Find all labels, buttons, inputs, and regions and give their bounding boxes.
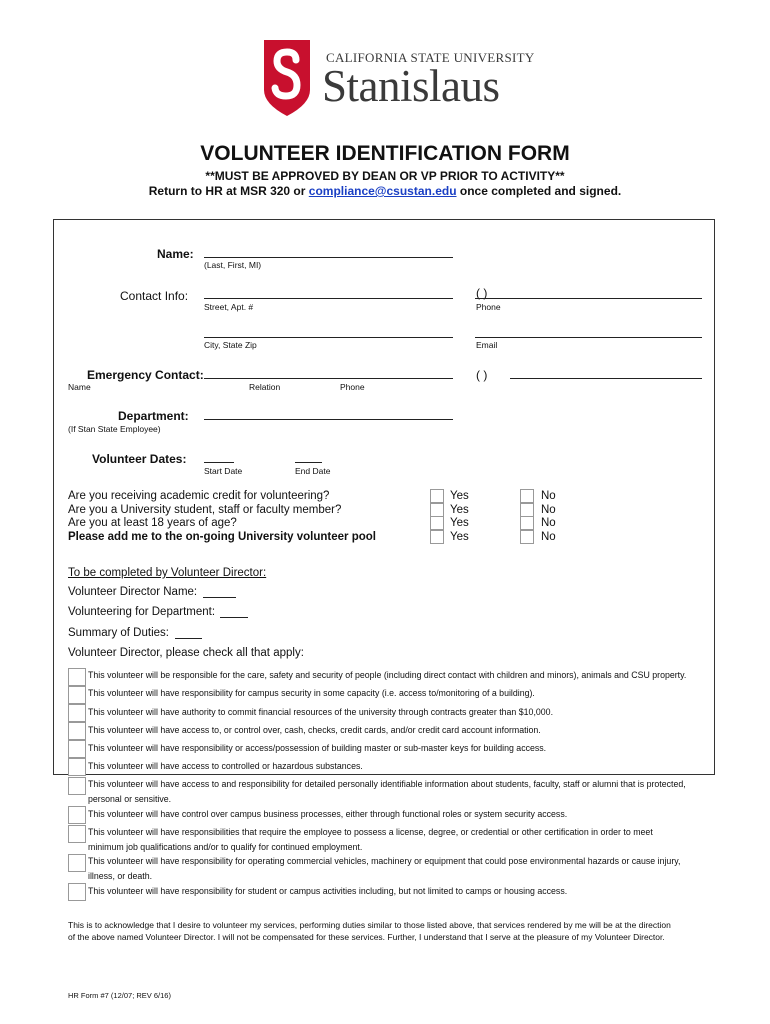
no-label: No <box>541 517 556 529</box>
no-checkbox[interactable] <box>520 489 534 503</box>
volunteer-dates-label: Volunteer Dates: <box>92 452 187 466</box>
question-university-member: Are you a University student, staff or faculty member? <box>68 504 342 516</box>
duty-checkbox[interactable] <box>68 854 86 872</box>
emergency-phone-line[interactable] <box>510 378 702 379</box>
yes-label: Yes <box>450 490 469 502</box>
duty-checkbox[interactable] <box>68 883 86 901</box>
duty-item-text: This volunteer will have responsibilities that require the employee to possess a license, degree, or credential or other certification in order to meet minimum job qualifications and/or to qualify for continued employment. <box>88 827 653 852</box>
emergency-phone-parens: ( ) <box>476 368 488 382</box>
duty-item-text: This volunteer will have responsibility for student or campus activities including, but not limited to camps or housing access. <box>88 886 568 896</box>
check-all-label: Volunteer Director, please check all that apply: <box>68 647 304 659</box>
question-academic-credit: Are you receiving academic credit for volunteering? <box>68 490 330 502</box>
no-checkbox[interactable] <box>520 530 534 544</box>
end-date-line[interactable] <box>295 462 322 463</box>
department-label: Department: <box>118 409 189 423</box>
duty-item-text: This volunteer will have control over campus business processes, either through functional roles or system security access. <box>88 809 568 819</box>
contact-label: Contact Info: <box>120 289 189 303</box>
duty-checkbox[interactable] <box>68 722 86 740</box>
street-hint: Street, Apt. # <box>204 302 254 312</box>
duty-checkbox[interactable] <box>68 704 86 722</box>
duty-checkbox[interactable] <box>68 740 86 758</box>
emergency-label: Emergency Contact: <box>87 368 204 382</box>
director-department-label: Volunteering for Department: <box>68 606 216 618</box>
duty-item-text: This volunteer will have access to controlled or hazardous substances. <box>88 761 363 771</box>
duty-checkbox[interactable] <box>68 668 86 686</box>
phone-parens: ( ) <box>476 286 488 300</box>
phone-hint: Phone <box>476 302 501 312</box>
return-instructions <box>0 184 770 198</box>
duty-item-text: This volunteer will have authority to commit financial resources of the university through contracts greater than $10,000. <box>88 707 554 717</box>
form-title: VOLUNTEER IDENTIFICATION FORM <box>200 142 570 165</box>
emergency-phone-hint: Phone <box>340 382 365 392</box>
university-shield-logo <box>262 38 312 118</box>
emergency-relation-hint: Relation <box>249 382 281 392</box>
yes-checkbox[interactable] <box>430 489 444 503</box>
duty-item-text: This volunteer will have responsibility for campus security in some capacity (i.e. access to/monitoring of a building). <box>88 688 535 698</box>
director-department-line[interactable] <box>220 617 248 618</box>
department-hint: (If Stan State Employee) <box>68 424 161 434</box>
department-input-line[interactable] <box>204 419 453 420</box>
email-input-line[interactable] <box>475 337 702 338</box>
duty-checkbox[interactable] <box>68 777 86 795</box>
duties-label: Summary of Duties: <box>68 627 169 639</box>
no-checkbox[interactable] <box>520 516 534 530</box>
yes-checkbox[interactable] <box>430 530 444 544</box>
start-date-line[interactable] <box>204 462 234 463</box>
return-prefix: Return to HR at MSR 320 or <box>148 184 309 198</box>
yes-label: Yes <box>450 517 469 529</box>
question-volunteer-pool: Please add me to the on-going University volunteer pool <box>68 531 376 543</box>
yes-label: Yes <box>450 504 469 516</box>
duty-checkbox[interactable] <box>68 758 86 776</box>
director-name-label: Volunteer Director Name: <box>68 586 198 598</box>
name-input-line[interactable] <box>204 257 453 258</box>
duty-item-text: This volunteer will have access to, or control over, cash, checks, credit cards, and/or credit card account information. <box>88 725 541 735</box>
end-date-hint: End Date <box>295 466 331 476</box>
duty-item-text: This volunteer will have responsibility for operating commercial vehicles, machinery or equipment that could pose environmental hazards or cause injury, illness, or death. <box>88 856 681 881</box>
start-date-hint: Start Date <box>204 466 243 476</box>
name-label: Name: <box>157 247 194 261</box>
duties-line[interactable] <box>175 638 202 639</box>
duty-item-text: This volunteer will have responsibility or access/possession of building master or sub-master keys for building access. <box>88 743 547 753</box>
director-heading: To be completed by Volunteer Director: <box>68 567 267 579</box>
yes-checkbox[interactable] <box>430 516 444 530</box>
compliance-email-link[interactable]: compliance@csustan.edu <box>308 184 457 198</box>
director-name-line[interactable] <box>203 597 236 598</box>
duty-item-text: This volunteer will have access to and responsibility for detailed personally identifiable information about students, faculty, staff or alumni that is protected, personal or sensitive. <box>88 779 686 804</box>
email-hint: Email <box>476 340 498 350</box>
duty-item-text: This volunteer will be responsible for the care, safety and security of people (including direct contact with children and minors), animals and CSU property. <box>88 670 687 680</box>
city-hint: City, State Zip <box>204 340 257 350</box>
duty-checkbox[interactable] <box>68 806 86 824</box>
no-checkbox[interactable] <box>520 503 534 517</box>
logo-university-name: Stanislaus <box>322 61 500 111</box>
yes-checkbox[interactable] <box>430 503 444 517</box>
duty-checkbox[interactable] <box>68 686 86 704</box>
no-label: No <box>541 531 556 543</box>
emergency-input-line[interactable] <box>204 378 453 379</box>
return-suffix: once completed and signed. <box>456 184 622 198</box>
approval-note: **MUST BE APPROVED BY DEAN OR VP PRIOR TO ACTIVITY** <box>205 169 565 183</box>
street-input-line[interactable] <box>204 298 453 299</box>
logo-university-system: CALIFORNIA STATE UNIVERSITY <box>326 50 535 65</box>
duty-checkbox[interactable] <box>68 825 86 843</box>
question-age: Are you at least 18 years of age? <box>68 517 237 529</box>
form-footer: HR Form #7 (12/07; REV 6/16) <box>68 991 171 1000</box>
phone-input-line[interactable] <box>475 298 702 299</box>
emergency-name-hint: Name <box>68 382 91 392</box>
no-label: No <box>541 490 556 502</box>
acknowledgement-text: This is to acknowledge that I desire to volunteer my services, performing duties similar to those listed above, that services rendered by me will be at the direction of the above named Volunteer Director. I will not be compensated for these services. Further, I understand that I serve at the pleasure of my Volunteer Director. <box>68 920 671 942</box>
city-input-line[interactable] <box>204 337 453 338</box>
yes-label: Yes <box>450 531 469 543</box>
no-label: No <box>541 504 556 516</box>
name-hint: (Last, First, MI) <box>204 260 262 270</box>
